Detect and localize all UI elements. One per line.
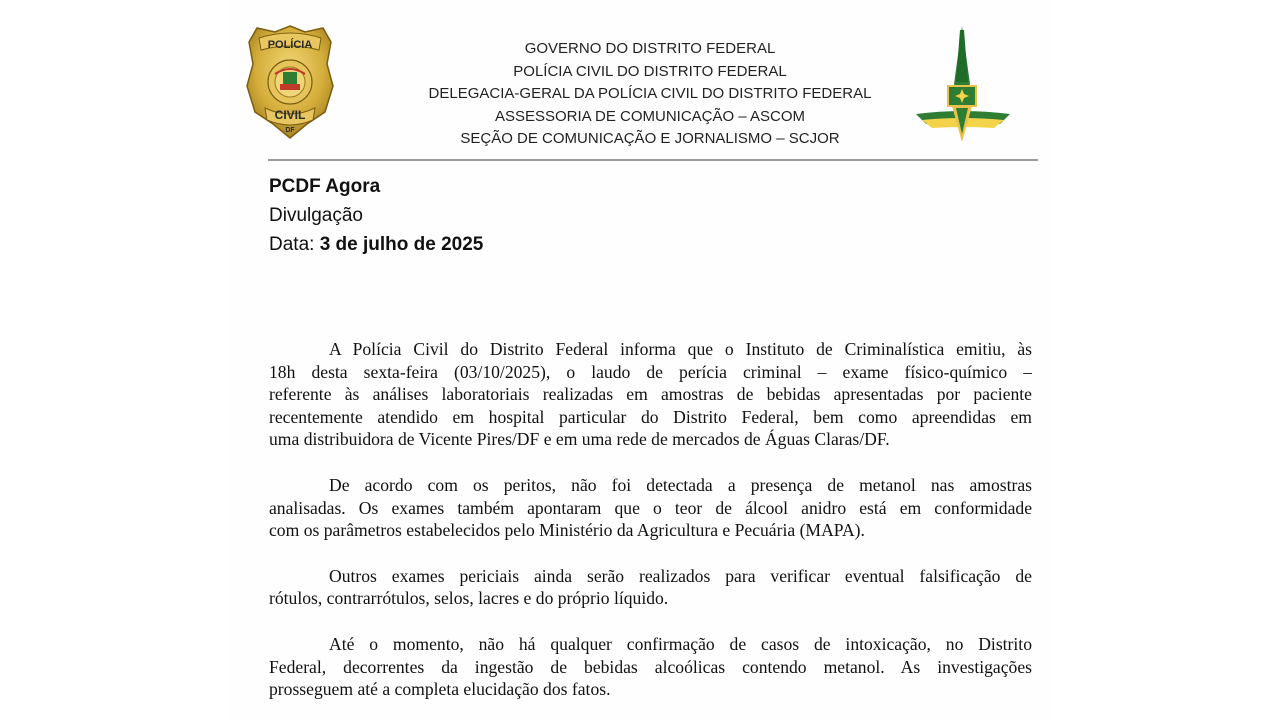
document-meta (269, 172, 483, 259)
paragraph-line: 18h desta sexta-feira (03/10/2025), o laudo de perícia criminal – exame físico-químico – (269, 361, 1032, 382)
paragraph-line: recentemente atendido em hospital particular do Distrito Federal, bem como apreendidas em (269, 406, 1032, 427)
badge-text: CIVIL (274, 108, 306, 122)
paragraph-line: Federal, decorrentes da ingestão de bebidas alcoólicas contendo metanol. As investigações (269, 656, 1032, 677)
press-release-body (269, 338, 1032, 724)
letterhead-line: SEÇÃO DE COMUNICAÇÃO E JORNALISMO – SCJOR (460, 130, 840, 147)
paragraph-line: Outros exames periciais ainda serão realizados para verificar eventual falsificação de (329, 565, 1032, 586)
letterhead-line: ASSESSORIA DE COMUNICAÇÃO – ASCOM (494, 107, 806, 125)
paragraph-line: analisadas. Os exames também apontaram que o teor de álcool anidro está em conformidade (269, 497, 1032, 518)
paragraph-line: prosseguem até a completa elucidação dos fatos. (269, 679, 611, 700)
paragraph-line: uma distribuidora de Vicente Pires/DF e em uma rede de mercados de Águas Claras/DF. (269, 429, 890, 450)
body-paragraph (269, 474, 1032, 542)
badge-text: POLÍCIA (267, 39, 313, 51)
badge-text: DF (285, 127, 295, 134)
body-paragraph (269, 565, 1032, 610)
date-value: 3 de julho de 2025 (319, 234, 484, 255)
document-title: PCDF Agora (269, 176, 381, 197)
paragraph-line: referente às análises laboratoriais realizadas em amostras de bebidas apresentadas por paciente (269, 384, 1032, 405)
body-paragraph (269, 338, 1032, 451)
df-flag-emblem-icon (912, 24, 1014, 144)
body-paragraph (269, 633, 1032, 701)
letterhead-line: POLÍCIA CIVIL DO DISTRITO FEDERAL (513, 62, 787, 80)
police-badge-icon (245, 24, 335, 140)
letterhead (380, 38, 920, 151)
paragraph-line: A Polícia Civil do Distrito Federal informa que o Instituto de Criminalística emitiu, às (329, 339, 1032, 359)
paragraph-line: Até o momento, não há qualquer confirmação de casos de intoxicação, no Distrito (329, 633, 1032, 654)
letterhead-line: GOVERNO DO DISTRITO FEDERAL (524, 40, 776, 57)
date-label: Data: (269, 234, 315, 255)
paragraph-line: rótulos, contrarrótulos, selos, lacres e do próprio líquido. (269, 588, 669, 609)
letterhead-line: DELEGACIA-GERAL DA POLÍCIA CIVIL DO DISTRITO FEDERAL (428, 85, 872, 102)
document-type: Divulgação (269, 205, 363, 226)
paragraph-line: com os parâmetros estabelecidos pelo Ministério da Agricultura e Pecuária (MAPA). (269, 520, 865, 541)
document-date (269, 230, 483, 259)
header-divider (268, 159, 1038, 161)
paragraph-line: De acordo com os peritos, não foi detectada a presença de metanol nas amostras (329, 474, 1032, 495)
